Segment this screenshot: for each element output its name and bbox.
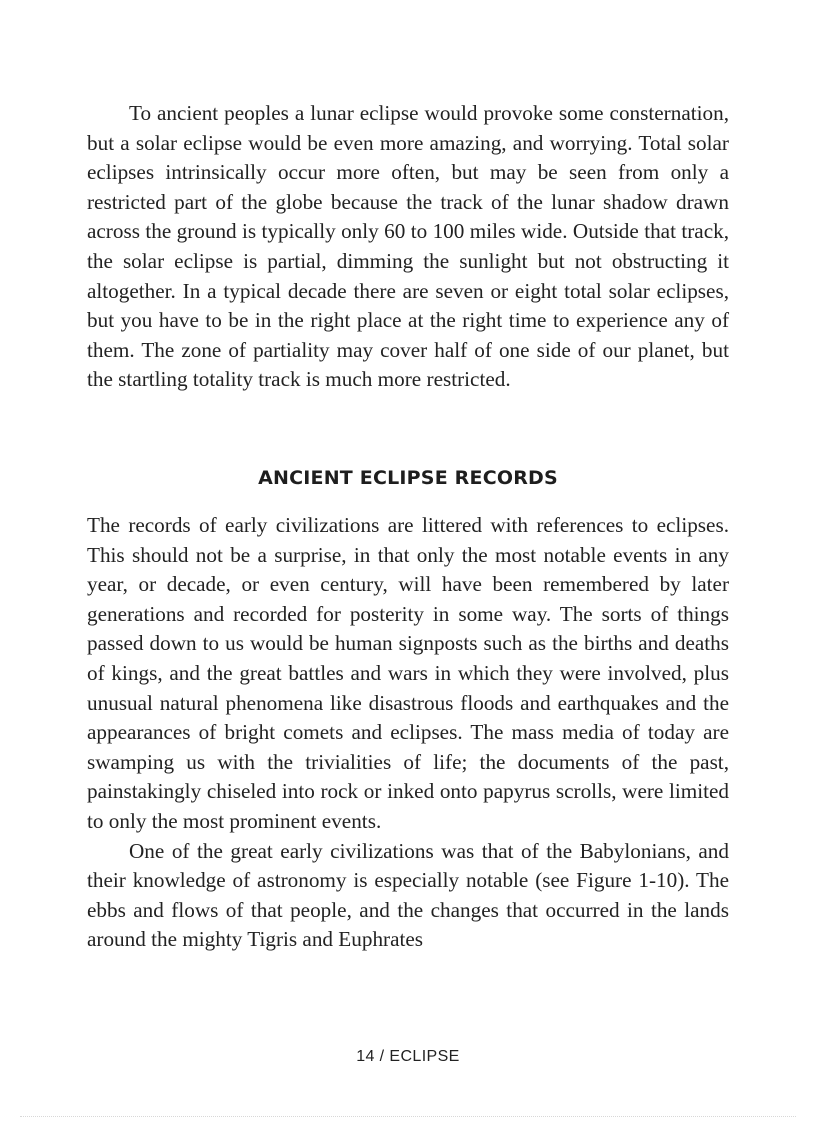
intro-text-block xyxy=(87,99,729,395)
intro-paragraph: To ancient peoples a lunar eclipse would provoke some consternation, but a solar eclipse would be even more amazing, and worrying. Total solar eclipses intrinsically occur more often, but may be seen from only a restricted part of the globe because the track of the lunar shadow drawn across the ground is typically only 60 to 100 miles wide. Outside that track, the solar eclipse is partial, dimming the sunlight but not obstructing it altogether. In a typical decade there are seven or eight total solar eclipses, but you have to be in the right place at the right time to experience any of them. The zone of partiality may cover half of one side of our planet, but the startling totality track is much more restricted. xyxy=(87,101,729,392)
section-heading: ANCIENT ECLIPSE RECORDS xyxy=(258,467,558,489)
bottom-divider xyxy=(20,1116,796,1117)
section-paragraph-1: The records of early civilizations are littered with references to eclipses. This should not be a surprise, in that only the most notable events in any year, or decade, or even century, will have been remembered by later generations and recorded for posterity in some way. The sorts of things passed down to us would be human signposts such as the births and deaths of kings, and the great battles and wars in which they were involved, plus unusual natural phenomena like disastrous floods and earthquakes and the appearances of bright comets and eclipses. The mass media of today are swamping us with the trivialities of life; the documents of the past, painstakingly chiseled into rock or inked onto papyrus scrolls, were limited to only the most prominent events. xyxy=(87,513,729,833)
section-text-block xyxy=(87,511,729,955)
page-footer: 14 / ECLIPSE xyxy=(356,1048,460,1065)
section-paragraph-2: One of the great early civilizations was that of the Babylonians, and their knowledge of astronomy is especially notable (see Figure 1-10). The ebbs and flows of that people, and the changes that occurred in the lands around the mighty Tigris and Euphrates xyxy=(87,838,729,952)
